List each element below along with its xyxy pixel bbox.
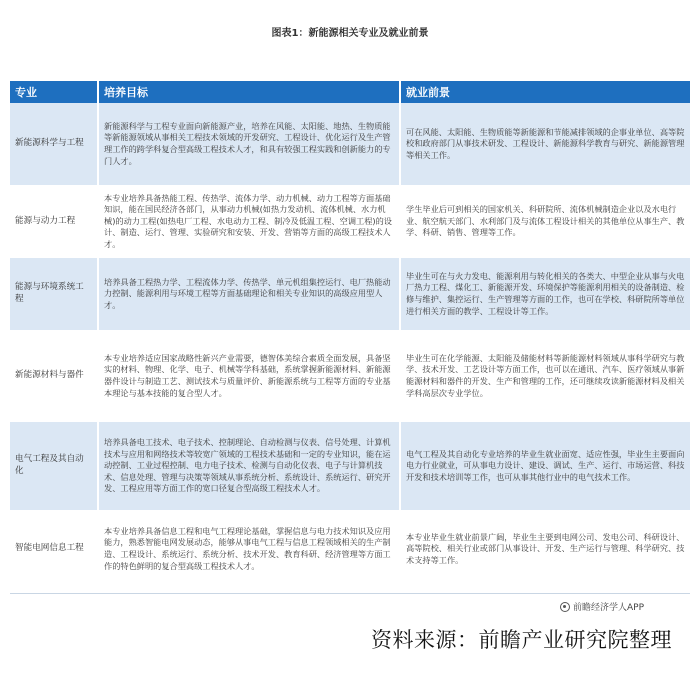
training-goal: 新能源科学与工程专业面向新能源产业，培养在风能、太阳能、地热、生物质能等新能源领域从事相关工程技术领域的开发研究、工程设计、优化运行及生产管理工作的跨学科复合型高级工程技术人才，和具有较强工程实践和创新能力的专门人才。 [98, 103, 400, 185]
table-row [10, 103, 690, 185]
table-row [10, 258, 690, 330]
table-row [10, 185, 690, 258]
bottom-divider [10, 593, 690, 594]
employment-prospect: 毕业生可在化学能源、太阳能及储能材料等新能源材料领域从事科学研究与教学、技术开发、工艺设计等方面工作，也可以在通讯、汽车、医疗领域从事新能源材料和器件的开发、生产和管理的工作，还可继续攻读新能源材料及相关学科高层次专业学位。 [400, 330, 690, 422]
major-name: 智能电网信息工程 [10, 510, 98, 588]
table-row [10, 422, 690, 510]
training-goal: 本专业培养适应国家战略性新兴产业需要，德智体美综合素质全面发展，具备坚实的材料、物理、化学、电子、机械等学科基础，系统掌握新能源材料、新能源器件设计与制造工艺、测试技术与质量评价、新能源系统与工程等方面的专业基本理论与基本技能的复合型人才。 [98, 330, 400, 422]
training-goal: 本专业培养具备热能工程、传热学、流体力学、动力机械、动力工程等方面基础知识，能在国民经济各部门，从事动力机械(如热力发动机、流体机械、水力机械)的动力工程(如热电厂工程、水电动力工程、制冷及低温工程、空调工程)的设计、制造、运行、管理、实验研究和安装、开发、营销等方面的高级工程技术人才。 [98, 185, 400, 258]
source-note: 资料来源：前瞻产业研究院整理 [371, 628, 672, 652]
brand-logo-text: 前瞻经济学人APP [573, 603, 645, 613]
table-header-row [10, 81, 690, 103]
table-row [10, 510, 690, 588]
employment-prospect: 电气工程及其自动化专业培养的毕业生就业面宽、适应性强，毕业生主要面向电力行业就业，可从事电力设计、建设、调试、生产、运行、市场运营、科技开发和技术培训等工作，也可从事其他行业中的电气技术工作。 [400, 422, 690, 510]
chart-title: 图表1：新能源相关专业及就业前景 [271, 28, 429, 39]
header-major: 专业 [10, 81, 98, 103]
brand-logo-icon [560, 602, 570, 612]
table-row [10, 330, 690, 422]
major-name: 能源与动力工程 [10, 185, 98, 258]
employment-prospect: 本专业毕业生就业前景广阔，毕业生主要到电网公司、发电公司、科研设计、高等院校、相关行业或部门从事设计、开发、生产运行与管理、科学研究、技术支持等工作。 [400, 510, 690, 588]
training-goal: 培养具备电工技术、电子技术、控制理论、自动检测与仪表、信号处理、计算机技术与应用和网络技术等较宽广领域的工程技术基础和一定的专业知识，能在运动控制、工业过程控制、电力电子技术、检测与自动化仪表、电子与计算机技术、信息处理、管理与决策等领域从事系统分析、系统设计、系统运行、研究开发、工程应用等方面工作的宽口径复合型高级工程技术人才。 [98, 422, 400, 510]
employment-prospect: 可在风能、太阳能、生物质能等新能源和节能减排领域的企事业单位、高等院校和政府部门从事技术研发、工程设计、新能源科学教育与研究、新能源管理等相关工作。 [400, 103, 690, 185]
major-name: 电气工程及其自动化 [10, 422, 98, 510]
header-prospect: 就业前景 [400, 81, 690, 103]
employment-prospect: 学生毕业后可到相关的国家机关、科研院所、流体机械制造企业以及水电行业、航空航天部门、水利部门及与流体工程设计相关的其他单位从事生产、教学、科研、销售、管理等工作。 [400, 185, 690, 258]
majors-table [10, 81, 690, 588]
training-goal: 培养具备工程热力学、工程流体力学、传热学、单元机组集控运行、电厂热能动力控制、能源利用与环境工程等方面基础理论和相关专业知识的高级应用型人才。 [98, 258, 400, 330]
training-goal: 本专业培养具备信息工程和电气工程理论基础，掌握信息与电力技术知识及应用能力，熟悉智能电网发展动态，能够从事电气工程与信息工程领域相关的生产制造、工程设计、系统运行、系统分析、技术开发、教育科研、经济管理等方面工作的特色鲜明的复合型高级工程技术人才。 [98, 510, 400, 588]
major-name: 新能源材料与器件 [10, 330, 98, 422]
major-name: 新能源科学与工程 [10, 103, 98, 185]
brand-logo [560, 600, 644, 613]
employment-prospect: 毕业生可在与火力发电、能源利用与转化相关的各类大、中型企业从事与火电厂热力工程、煤化工、新能源开发、环境保护等能源利用相关的设备制造、检修与维护、集控运行、生产管理等方面的工作，也可在学校、科研院所等单位进行相关方面的教学、工程设计等工作。 [400, 258, 690, 330]
header-goal: 培养目标 [98, 81, 400, 103]
major-name: 能源与环境系统工程 [10, 258, 98, 330]
